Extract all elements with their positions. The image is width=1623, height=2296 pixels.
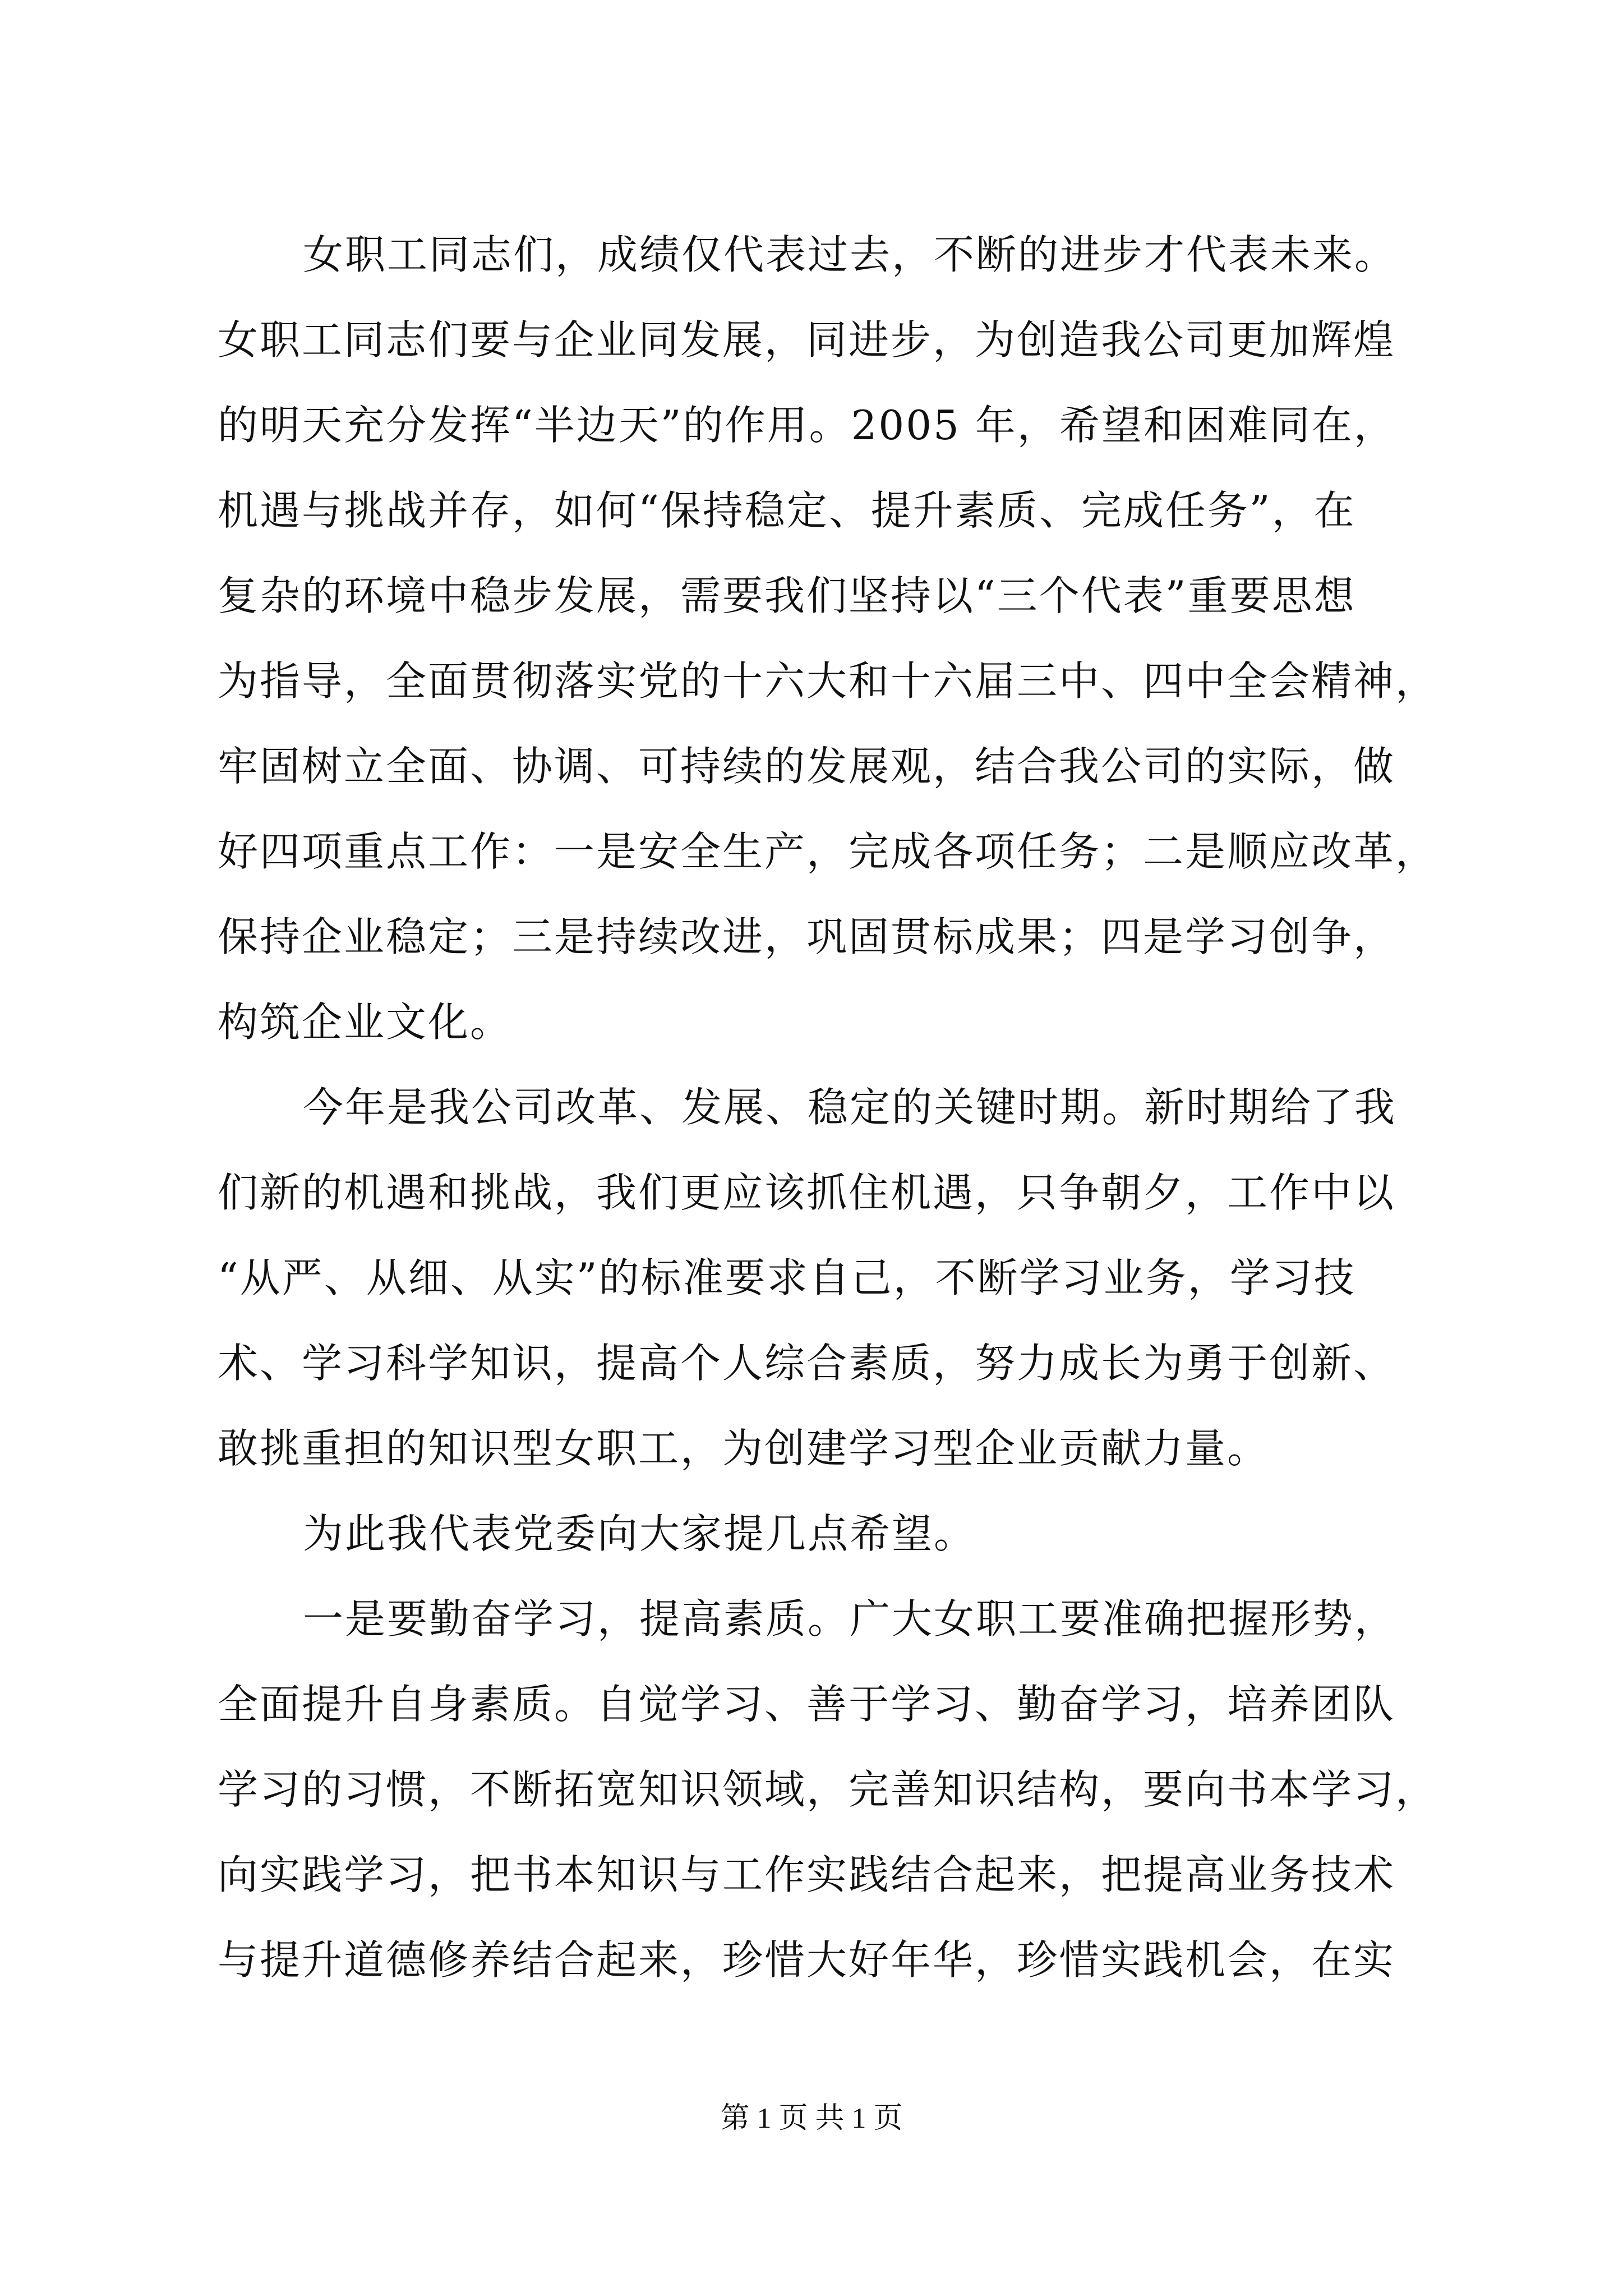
paragraph-line: 好四项重点工作：一是安全生产，完成各项任务；二是顺应改革，: [218, 828, 1438, 875]
paragraph-line: 构筑企业文化。: [218, 999, 513, 1046]
paragraph-line: 机遇与挑战并存，如何“保持稳定、提升素质、完成任务”，在: [218, 487, 1356, 534]
paragraph-line: 们新的机遇和挑战，我们更应该抓住机遇，只争朝夕，工作中以: [218, 1169, 1396, 1216]
paragraph-line: “从严、从细、从实”的标准要求自己，不断学习业务，学习技: [218, 1254, 1356, 1301]
paragraph-line: 向实践学习，把书本知识与工作实践结合起来，把提高业务技术: [218, 1851, 1396, 1898]
paragraph-line: 女职工同志们，成绩仅代表过去，不断的进步才代表未来。: [303, 231, 1397, 278]
paragraph-line: 为指导，全面贯彻落实党的十六大和十六届三中、四中全会精神，: [218, 657, 1438, 705]
paragraph-line: 敢挑重担的知识型女职工，为创建学习型企业贡献力量。: [218, 1425, 1270, 1472]
paragraph-line: 复杂的环境中稳步发展，需要我们坚持以“三个代表”重要思想: [218, 572, 1356, 619]
paragraph-line: 保持企业稳定；三是持续改进，巩固贯标成果；四是学习创争，: [218, 913, 1396, 960]
page-number-footer: 第 1 页 共 1 页: [720, 2102, 903, 2134]
paragraph-line: 为此我代表党委向大家提几点希望。: [303, 1510, 976, 1557]
paragraph-line: 今年是我公司改革、发展、稳定的关键时期。新时期给了我: [303, 1084, 1397, 1131]
paragraph-line: 女职工同志们要与企业同发展，同进步，为创造我公司更加辉煌: [218, 316, 1396, 364]
paragraph-line: 牢固树立全面、协调、可持续的发展观，结合我公司的实际，做: [218, 743, 1396, 790]
paragraph-line: 与提升道德修养结合起来，珍惜大好年华，珍惜实践机会，在实: [218, 1936, 1396, 1984]
document-body: [218, 212, 1446, 2003]
paragraph-line: 一是要勤奋学习，提高素质。广大女职工要准确把握形势，: [303, 1595, 1397, 1642]
paragraph-line: 学习的习惯，不断拓宽知识领域，完善知识结构，要向书本学习，: [218, 1766, 1438, 1813]
paragraph-line: 的明天充分发挥“半边天”的作用。2005 年，希望和困难同在，: [218, 402, 1396, 449]
paragraph-line: 全面提升自身素质。自觉学习、善于学习、勤奋学习，培养团队: [218, 1681, 1396, 1728]
paragraph-line: 术、学习科学知识，提高个人综合素质，努力成长为勇于创新、: [218, 1340, 1396, 1387]
